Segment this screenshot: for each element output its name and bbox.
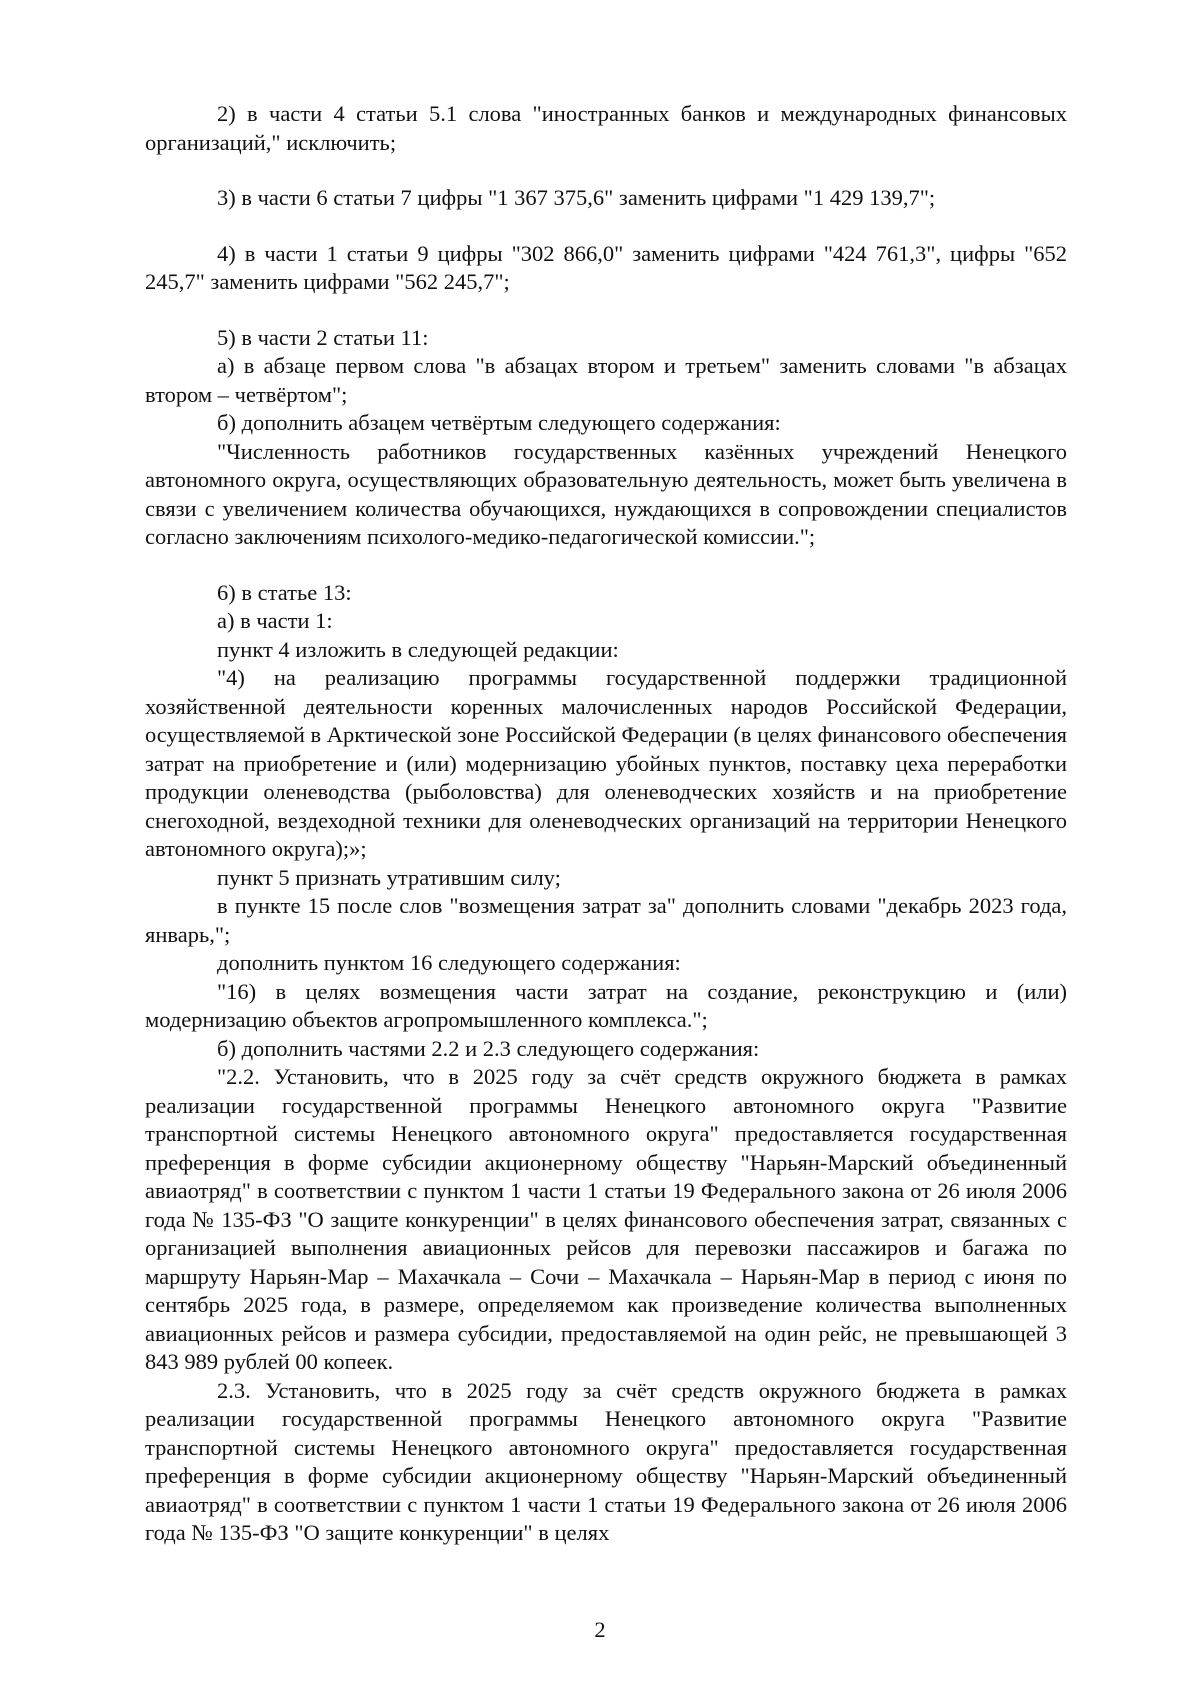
paragraph-point-5: пункт 5 признать утратившим силу; — [217, 864, 561, 890]
paragraph-item-3: 3) в части 6 статьи 7 цифры "1 367 375,6" заменить цифрами "1 429 139,7"; — [217, 185, 936, 210]
paragraph-point-16-intro: дополнить пунктом 16 следующего содержания: — [217, 950, 681, 975]
paragraph-point-15: в пункте 15 после слов "возмещения затрат за" дополнить словами "декабрь 2023 года, январь,"; — [145, 893, 1067, 947]
paragraph-item-5a: а) в абзаце первом слова "в абзацах втором и третьем" заменить словами "в абзацах втором – четвёртом"; — [145, 353, 1067, 407]
paragraph-item-5b: б) дополнить абзацем четвёртым следующего содержания: — [217, 410, 781, 435]
page-number: 2 — [594, 1617, 606, 1642]
paragraph-point-16-text: "16) в целях возмещения части затрат на создание, реконструкцию и (или) модернизацию объектов агропромышленного комплекса."; — [145, 978, 1067, 1032]
paragraph-item-5-heading: 5) в части 2 статьи 11: — [217, 324, 429, 350]
paragraph-item-2: 2) в части 4 статьи 5.1 слова "иностранных банков и международных финансовых организаций," исключить; — [145, 101, 1067, 155]
paragraph-part-2-2: "2.2. Установить, что в 2025 году за счёт средств окружного бюджета в рамках реализации государственной программы Ненецкого автономного округа "Развитие транспортной системы Ненецкого автономного округа" предоставляется государственная преференция в форме субсидии акционерному обществу "Нарьян-Марский объединенный авиаотряд" в соответствии с пунктом 1 части 1 статьи 19 Федерального закона от 26 июля 2006 года № 135-ФЗ "О защите конкуренции" в целях финансового обеспечения затрат, связанных с организацией выполнения авиационных рейсов для перевозки пассажиров и багажа по маршруту Нарьян-Мар – Махачкала – Сочи – Махачкала – Нарьян-Мар в период с июня по сентябрь 2025 года, в размере, определяемом как произведение количества выполненных авиационных рейсов и размера субсидии, предоставляемой на один рейс, не превышающей 3 843 989 рублей 00 копеек. — [145, 1064, 1067, 1374]
paragraph-point-4-text: "4) на реализацию программы государственной поддержки традиционной хозяйственной деятельности коренных малочисленных народов Российской Федерации, осуществляемой в Арктической зоне Российской Федерации (в целях финансового обеспечения затрат на приобретение и (или) модернизацию убойных пунктов, поставку цеха переработки продукции оленеводства (рыболовства) для оленеводческих хозяйств и на приобретение снегоходной, вездеходной техники для оленеводческих организаций на территории Ненецкого автономного округа);»; — [145, 665, 1067, 861]
paragraph-item-6b: б) дополнить частями 2.2 и 2.3 следующего содержания: — [217, 1035, 760, 1061]
paragraph-part-2-3: 2.3. Установить, что в 2025 году за счёт средств окружного бюджета в рамках реализации государственной программы Ненецкого автономного округа "Развитие транспортной системы Ненецкого автономного округа" предоставляется государственная преференция в форме субсидии акционерному обществу "Нарьян-Марский объединенный авиаотряд" в соответствии с пунктом 1 части 1 статьи 19 Федерального закона от 26 июля 2006 года № 135-ФЗ "О защите конкуренции" в целях — [145, 1377, 1067, 1545]
paragraph-item-5b-quote: "Численность работников государственных казённых учреждений Ненецкого автономного округа, осуществляющих образовательную деятельность, может быть увеличена в связи с увеличением количества обучающихся, нуждающихся в сопровождении специалистов согласно заключениям психолого-медико-педагогической комиссии."; — [145, 438, 1067, 549]
paragraph-item-6-heading: 6) в статье 13: — [217, 579, 352, 605]
paragraph-item-6a: а) в части 1: — [217, 608, 333, 633]
document-body — [145, 100, 1067, 1548]
paragraph-point-4-intro: пункт 4 изложить в следующей редакции: — [217, 636, 619, 662]
paragraph-item-4: 4) в части 1 статьи 9 цифры "302 866,0" заменить цифрами "424 761,3", цифры "652 245,7" заменить цифрами "562 245,7"; — [145, 240, 1067, 294]
